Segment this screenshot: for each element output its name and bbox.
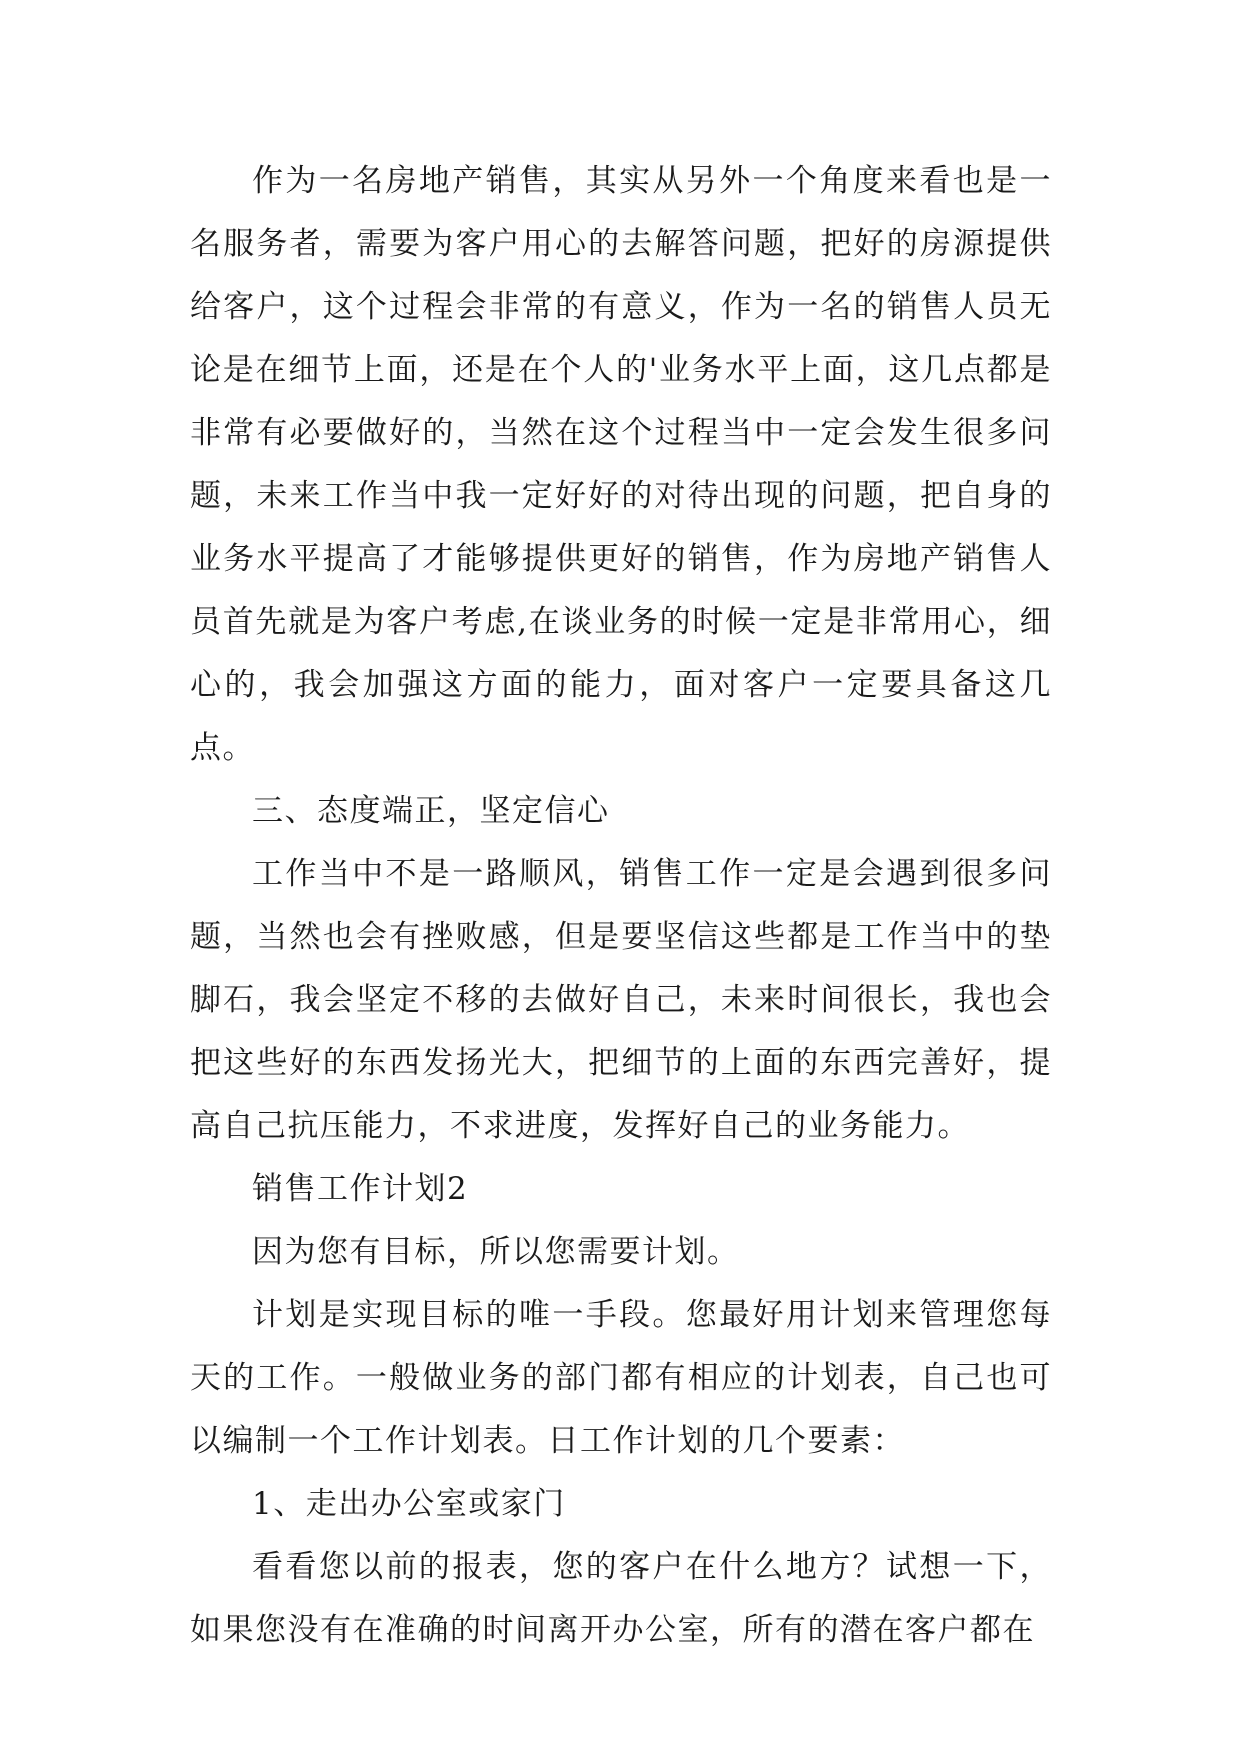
paragraph-check-reports: 看看您以前的报表，您的客户在什么地方？试想一下，如果您没有在准确的时间离开办公室，所有的潜在客户都在 [190, 1549, 1052, 1648]
document-page [190, 150, 1052, 1662]
paragraph-real-estate-service: 作为一名房地产销售，其实从另外一个角度来看也是一名服务者，需要为客户用心的去解答问题，把好的房源提供给客户，这个过程会非常的有意义，作为一名的销售人员无论是在细节上面，还是在个人的'业务水平上面，这几点都是非常有必要做好的，当然在这个过程当中一定会发生很多问题，未来工作当中我一定好好的对待出现的问题，把自身的业务水平提高了才能够提供更好的销售，作为房地产销售人员首先就是为客户考虑,在谈业务的时候一定是非常用心，细心的，我会加强这方面的能力，面对客户一定要具备这几点。 [190, 163, 1052, 766]
heading-sales-plan-2: 销售工作计划2 [252, 1171, 469, 1207]
paragraph-goal-plan: 因为您有目标，所以您需要计划。 [252, 1234, 740, 1270]
heading-leave-office: 1、走出办公室或家门 [252, 1486, 566, 1522]
paragraph-plan-means: 计划是实现目标的唯一手段。您最好用计划来管理您每天的工作。一般做业务的部门都有相应的计划表，自己也可以编制一个工作计划表。日工作计划的几个要素： [190, 1297, 1052, 1459]
paragraph-not-smooth-work: 工作当中不是一路顺风，销售工作一定是会遇到很多问题，当然也会有挫败感，但是要坚信这些都是工作当中的垫脚石，我会坚定不移的去做好自己，未来时间很长，我也会把这些好的东西发扬光大，把细节的上面的东西完善好，提高自己抗压能力，不求进度，发挥好自己的业务能力。 [190, 856, 1052, 1144]
heading-attitude-confidence: 三、态度端正，坚定信心 [252, 793, 610, 829]
